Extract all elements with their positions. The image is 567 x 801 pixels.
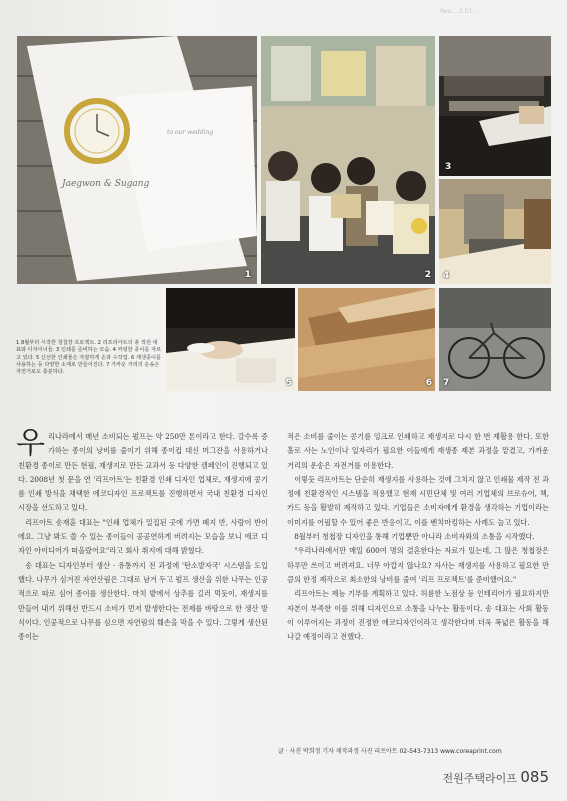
article-column-2 — [287, 430, 549, 644]
article-column-1 — [16, 426, 268, 644]
page-number: 085 — [520, 768, 549, 786]
dropcap: 우 — [16, 426, 45, 461]
paper-cutter-illustration — [439, 179, 551, 284]
article-lead-paragraph — [16, 426, 268, 516]
photo-hand-gluing — [166, 288, 295, 391]
photo-number: 5 — [285, 378, 292, 388]
article-paragraph: 리프아트 송재훈 대표는 "인쇄 업체가 밀집된 곳에 가면 폐지 반, 사람이 반이에요. 그냥 봐도 쓸 수 있는 종이들이 공공연하게 버려지는 모습을 보니 에코 디자인 아이디어가 떠올랐어요"라고 회사 취지에 대해 밝혔다. — [18, 517, 268, 556]
magazine-name: 전원주택라이프 — [442, 772, 517, 785]
header-faint-text: Rea... 2.01... — [440, 8, 478, 15]
staff-group-illustration — [261, 36, 435, 284]
bicycle-illustration — [439, 288, 551, 391]
photo-credit: 글 · 사진 박희정 기자 제작과정 사진 리프아트 02-543-7313 www.coreaprint.com — [278, 748, 502, 755]
article-paragraph: 이렇듯 리프아트는 단순히 재생지를 사용하는 것에 그치지 않고 인쇄물 제작 전 과정에 친환경적인 시스템을 적용했고 현재 시민단체 및 여러 기업체의 브로슈어, 책, 카드 등을 활발히 제작하고 있다. 기업들은 소비자에게 환경을 생각하는 기업이라는 이미지를 어필할 수 있어 좋은 반응이고, 이를 벤치마킹하는 사례도 늘고 있다. — [287, 474, 549, 527]
photo-bicycle — [439, 288, 551, 391]
article-quote: "우리나라에서만 매일 600여 명의 결혼한다는 자료가 있는데, 그 많은 청첩장은 하루만 쓰이고 버려져요. 너무 아깝지 않나요? 자사는 재생지를 사용하고 필요한 만큼의 한정 제작으로 최소한의 낭비를 줄여 '리프 프로젝트'를 준비했어요." — [287, 546, 549, 584]
photo-number: 4 — [443, 271, 450, 281]
printing-press-illustration — [439, 36, 551, 176]
article-paragraph: 적은 소비를 줄이는 콩기름 잉크로 인쇄하고 재생지로 다시 한 번 재활용 한다. 또한 홀로 사는 노인이나 일자리가 필요한 이들에게 재생종 제본 과정을 맡겼고, 가까운 거리의 운송은 자전거를 이용한다. — [287, 432, 549, 470]
article-paragraph: 송 대표는 디자인부터 생산 · 유통까지 전 과정에 '탄소발자국' 시스템을 도입했다. 나무가 심겨진 자연산림은 그대로 남겨 두고 펄프 생산을 위한 나무는 인공적으로 따로 심어 종이를 생산한다. 마치 밭에서 상추를 길러 먹듯이, 재생지를 만들어 내기 위해선 반드시 소비가 먼저 발생한다는 전제를 바탕으로 한 생산 방식이다. 인공적으로 나무를 심으면 자연림의 훼손을 막을 수 있다. 그렇게 생산된 종이는 — [18, 560, 268, 642]
photo-paper-cutter — [439, 179, 551, 284]
photo-number: 6 — [425, 378, 432, 388]
invitation-cards-illustration — [17, 36, 257, 284]
photo-printing-press — [439, 36, 551, 176]
wood-card-illustration — [298, 288, 435, 391]
photo-number: 2 — [424, 270, 431, 280]
hand-gluing-illustration — [166, 288, 295, 391]
article-paragraph: 리프아트는 제능 기부를 계획하고 있다. 허름한 노점상 등 인테리어가 필요하지만 자본이 부족한 이를 위해 디자인으로 소통을 나누는 활동이다. 송 대표는 사회 활동이 이루어지는 과정이 진정한 에코디자인이라고 생각한다며 더욱 폭넓은 활동을 해 나갈 예정이라고 전했다. — [287, 589, 549, 642]
svg-text:to our wedding: to our wedding — [167, 129, 214, 136]
photo-number: 3 — [445, 162, 452, 172]
photo-wood-card — [298, 288, 435, 391]
photo-number: 7 — [443, 378, 450, 388]
photo-number: 1 — [244, 270, 251, 280]
photo-caption: 1 8월부터 시작한 청첩장 프로젝트. 2 리프리아트의 총 작원 대표와 디자이너들. 3 인쇄를 준비하는 모습. 4 커팅한 종이를 자르고 있다. 5 신선한 인쇄물은 자잘하게 손과 수작업. 6 재생종이를 사용하는 등 다양한 소재로 만들어진다. 7 가까운 거리의 운송은 자전거로도 충분하다. — [16, 340, 162, 376]
svg-text:Jaegwon & Sugang: Jaegwon & Sugang — [62, 179, 150, 189]
lead-text: 리나라에서 매년 소비되는 펄프는 약 250만 톤이라고 한다. 갈수록 증가하는 종이의 낭비를 줄이기 위해 종이컵 대신 머그잔을 사용하거나 친환경 종이로 만든 현필, 재생지로 만든 교과서 등 다양한 캠페인이 진행되고 있다. 2008년 첫 문을 연 '리프아트'는 친환경 인쇄 디자인 업체로, 재생지에 콩기름 인쇄 방식을 채택한 에코디자인 프로젝트를 진행하면서 국내 친환경 디자인 시장을 선도하고 있다. — [18, 432, 268, 513]
photo-invitation-cards — [17, 36, 257, 284]
page-footer — [442, 768, 549, 786]
photo-staff-group — [261, 36, 435, 284]
article-paragraph: 8월부터 청첩장 디자인을 통해 기업뿐만 아니라 소비자와의 소통을 시작했다. — [294, 532, 535, 542]
